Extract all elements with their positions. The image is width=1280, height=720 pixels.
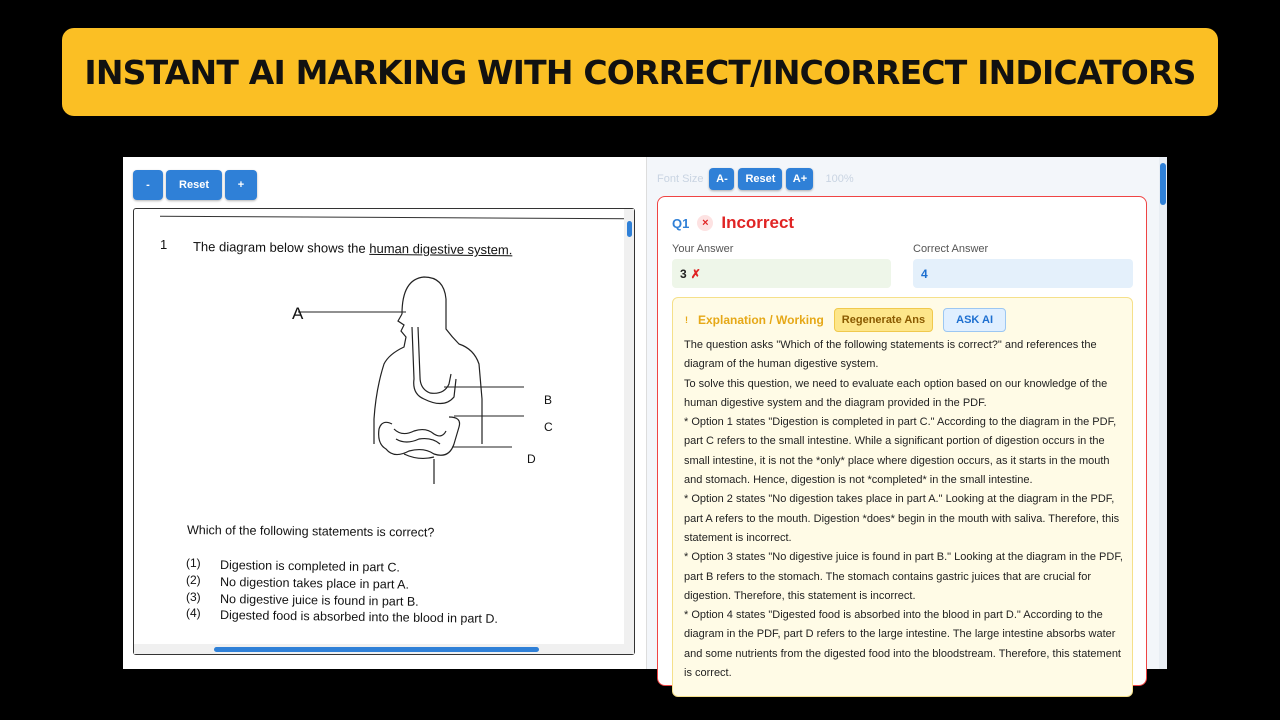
pdf-horizontal-scroll-thumb[interactable] (214, 647, 539, 652)
option-text: No digestion takes place in part A. (219, 575, 410, 592)
diagram-label-b: B (544, 393, 553, 407)
option-text: Digestion is completed in part C. (219, 558, 401, 575)
results-panel (647, 157, 1167, 680)
font-decrease-button[interactable]: A- (709, 168, 734, 190)
option-number: (2) (186, 573, 201, 587)
question-prompt: Which of the following statements is correct? (186, 523, 435, 540)
pdf-vertical-scrollbar[interactable] (624, 209, 634, 645)
explanation-box (672, 297, 1133, 697)
regenerate-answer-button[interactable]: Regenerate Ans (834, 308, 933, 332)
explanation-paragraph: * Option 4 states "Digested food is absorbed into the blood in part D." According to the diagram in the PDF, part D refers to the large intestine. The large intestine absorbs water and some nutrients from the digested food into the bloodstream. Therefore, this statement is correct. (684, 609, 1121, 680)
correct-answer-label: Correct Answer (913, 243, 989, 255)
ask-ai-button[interactable]: ASK AI (943, 308, 1006, 332)
option-text: No digestive juice is found in part B. (219, 592, 419, 609)
pdf-panel (123, 157, 646, 669)
results-scrollbar[interactable] (1159, 157, 1167, 669)
correct-answer-box (913, 259, 1133, 288)
diagram-label-a: A (292, 304, 304, 323)
zoom-in-button[interactable]: + (225, 170, 257, 200)
question-intro-text: The diagram below shows the (192, 239, 366, 256)
pdf-page[interactable] (133, 208, 635, 655)
title-banner (62, 28, 1218, 116)
pdf-zoom-controls (133, 170, 257, 200)
option-number: (4) (186, 606, 201, 620)
explanation-text (684, 336, 1126, 683)
explanation-paragraph: * Option 3 states "No digestive juice is found in part B." Looking at the diagram in the PDF, part B refers to the stomach. The stomach contains gastric juices that are crucial for digestion. Therefore, this statement is incorrect. (684, 551, 1123, 602)
correct-answer-value: 4 (921, 266, 928, 281)
explanation-paragraph: The question asks "Which of the following statements is correct?" and references the diagram of the human digestive system. (684, 339, 1097, 371)
font-size-controls (657, 168, 856, 190)
question-intro (193, 239, 513, 257)
pdf-horizontal-scrollbar[interactable] (134, 644, 634, 654)
page-rule (160, 216, 630, 219)
explanation-paragraph: * Option 2 states "No digestion takes place in part A." Looking at the diagram in the PDF, part A refers to the mouth. Digestion *does* begin in the mouth with saliva. Therefore, this statement is incorrect. (684, 493, 1120, 544)
zoom-reset-button[interactable]: Reset (166, 170, 222, 200)
font-reset-button[interactable]: Reset (738, 168, 782, 190)
digestive-system-diagram (284, 269, 584, 509)
lightbulb-icon: ! (685, 315, 688, 325)
your-answer-label: Your Answer (672, 243, 734, 255)
font-increase-button[interactable]: A+ (786, 168, 813, 190)
diagram-label-c: C (544, 420, 553, 434)
option-number: (1) (186, 556, 201, 570)
banner-title: INSTANT AI MARKING WITH CORRECT/INCORRECT INDICATORS (84, 52, 1196, 92)
explanation-paragraph: To solve this question, we need to evaluate each option based on our knowledge of the human digestive system and the diagram provided in the PDF. (684, 377, 1108, 409)
result-status: Incorrect (721, 213, 795, 232)
app-window (123, 157, 1167, 680)
diagram-label-d: D (527, 452, 536, 466)
pdf-vertical-scroll-thumb[interactable] (627, 221, 632, 237)
question-result-card (657, 196, 1147, 686)
font-size-value: 100% (825, 173, 854, 185)
font-size-label: Font Size (657, 173, 704, 185)
question-header (672, 213, 794, 233)
question-label: Q1 (672, 215, 690, 231)
wrong-mark-icon: ✗ (690, 266, 701, 281)
option-number: (3) (186, 590, 201, 604)
question-number: 1 (160, 237, 168, 252)
option-text: Digested food is absorbed into the blood in part D. (219, 608, 499, 626)
explanation-paragraph: * Option 1 states "Digestion is completed in part C." According to the diagram in the PDF, part C refers to the small intestine. While a significant portion of digestion occurs in the small intestine, it is not the *only* place where digestion occurs, as it starts in the mouth and stomach. Hence, digestion is not *completed* in the small intestine. (684, 416, 1117, 487)
your-answer-value: 3 (680, 266, 687, 281)
your-answer-box (672, 259, 891, 288)
explanation-header (685, 308, 1006, 332)
question-intro-underlined: human digestive system. (369, 240, 513, 258)
explanation-title: Explanation / Working (698, 313, 824, 327)
results-scroll-thumb[interactable] (1160, 163, 1166, 205)
incorrect-icon: × (697, 215, 713, 231)
zoom-out-button[interactable]: - (133, 170, 163, 200)
